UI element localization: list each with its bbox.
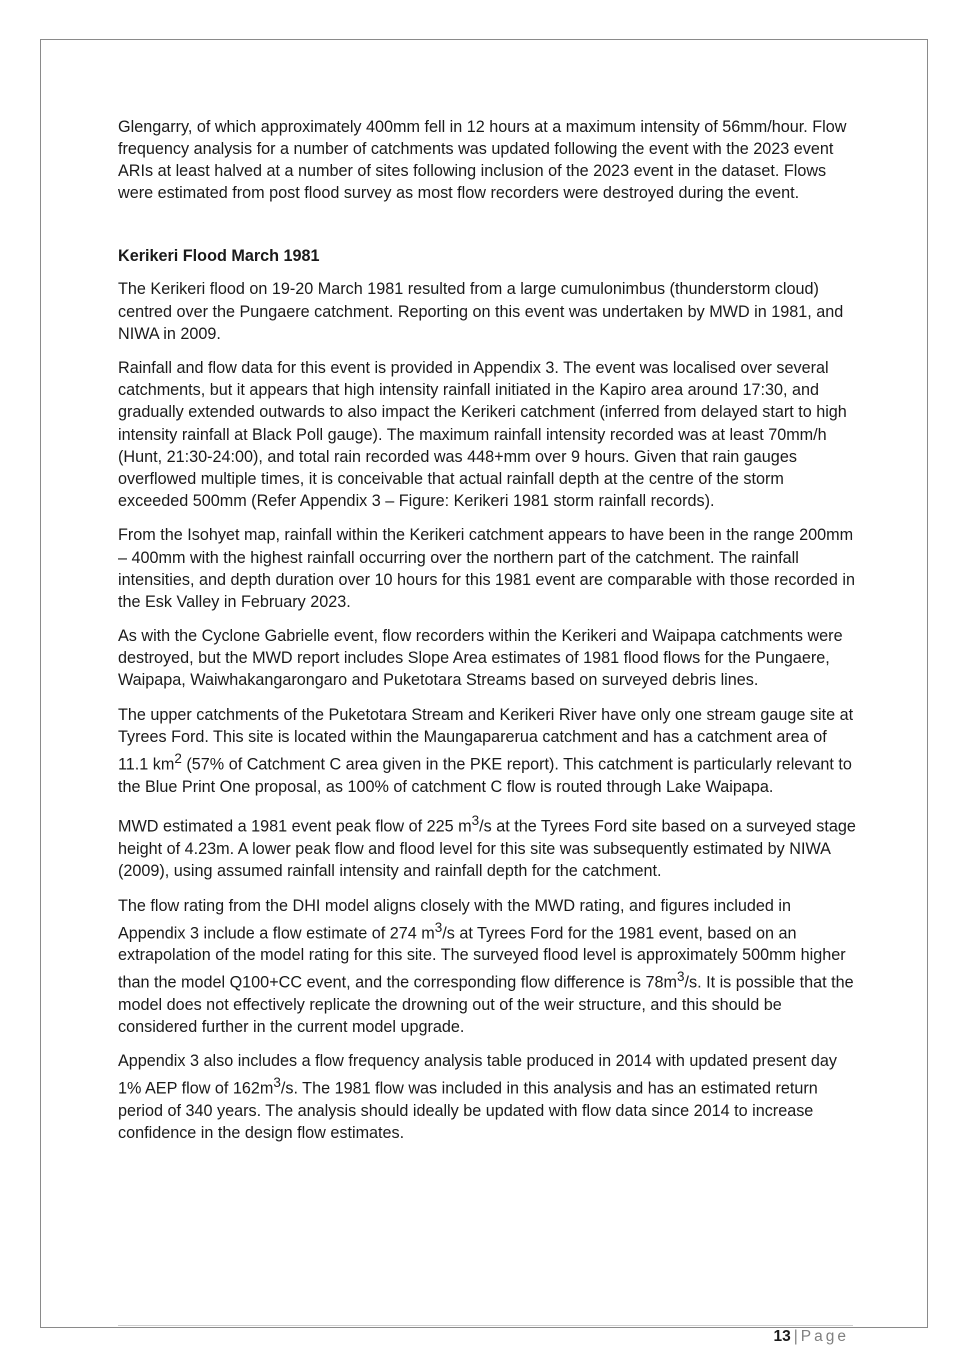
text-run: Appendix 3 also includes a flow frequency analysis table produced in 2014 with updated present day 1% AEP flow of 162m (118, 1052, 838, 1098)
paragraph-flow-recorders: As with the Cyclone Gabrielle event, flow recorders within the Kerikeri and Waipapa catchments were destroyed, but the MWD report includes Slope Area estimates of 1981 flood flows for the Pungaere, Waipapa, Waiwhakangarongaro and Puketotara Streams based on surveyed debris lines. (118, 627, 843, 690)
footer-rule (118, 1325, 853, 1326)
page-footer (774, 1327, 849, 1347)
text-run: /s. It is possible that the model does not effectively replicate the drowning out of the weir structure, and this should be considered further in the current model upgrade. (118, 973, 854, 1036)
text-run: (57% of Catchment C area given in the PKE report). This catchment is particularly relevant to the Blue Print One proposal, as 100% of catchment C flow is routed through Lake Waipapa. (118, 755, 852, 796)
footer-separator: | (793, 1328, 798, 1345)
superscript: 3 (471, 813, 480, 829)
superscript: 3 (273, 1075, 281, 1091)
text-run: The upper catchments of the Puketotara Stream and Kerikeri River have only one stream gauge site at Tyrees Ford. This site is located within the Maungaparerua catchment and has a catchment area of 11.1 km (118, 706, 854, 774)
superscript: 2 (174, 751, 182, 767)
text-run: /s at Tyrees Ford for the 1981 event, based on an extrapolation of the model rating for this site. The surveyed flood level is approximately 500mm higher than the model Q100+CC event, and the corresponding flow difference is 78m (118, 923, 846, 992)
text-run: /s at the Tyrees Ford site based on a surveyed stage height of 4.23m. A lower peak flow and flood level for this site was subsequently estimated by NIWA (2009), using assumed rainfall intensity and rainfall depth for the catchment. (118, 817, 856, 880)
page-label: Page (800, 1328, 849, 1345)
text-run: MWD estimated a 1981 event peak flow of 225 m (118, 817, 472, 836)
paragraph-glengarry: Glengarry, of which approximately 400mm fell in 12 hours at a maximum intensity of 56mm/hour. Flow frequency analysis for a number of catchments was updated following the event with the 2023 event ARIs at least halved at a number of sites following inclusion of the 2023 event in the dataset. Flows were estimated from post flood survey as most flow recorders were destroyed during the event. (118, 118, 847, 203)
text-run: The flow rating from the DHI model aligns closely with the MWD rating, and figures included in Appendix 3 include a flow estimate of 274 m (118, 896, 791, 942)
superscript: 3 (676, 969, 685, 985)
section-heading: Kerikeri Flood March 1981 (118, 247, 320, 266)
paragraph-frequency-analysis (118, 1050, 858, 1144)
paragraph-isohyet: From the Isohyet map, rainfall within the Kerikeri catchment appears to have been in the range 200mm – 400mm with the highest rainfall occurring over the northern part of the catchment. The rainfall intensities, and depth duration over 10 hours for this 1981 event are comparable with those recorded in the Esk Valley in February 2023. (118, 526, 855, 611)
document-body (118, 116, 858, 1157)
paragraph-tyrees-ford-gauge (118, 704, 858, 798)
paragraph-rainfall-data: Rainfall and flow data for this event is provided in Appendix 3. The event was localised over several catchments, but it appears that high intensity rainfall initiated in the Kapiro area around 17:30, and gradually extended outwards to also impact the Kerikeri catchment (inferred from delayed start to high intensity rainfall at Black Poll gauge). The maximum rainfall intensity recorded was at least 70mm/h (Hunt, 21:30-24:00), and total rain recorded was 448+mm over 9 hours. Given that rain gauges overflowed multiple times, it is conceivable that actual rainfall depth at the centre of the storm exceeded 500mm (Refer Appendix 3 – Figure: Kerikeri 1981 storm rainfall records). (118, 359, 847, 510)
page-number: 13 (773, 1328, 791, 1345)
paragraph-flood-overview: The Kerikeri flood on 19-20 March 1981 resulted from a large cumulonimbus (thunderstorm cloud) centred over the Pungaere catchment. Reporting on this event was undertaken by MWD in 1981, and NIWA in 2009. (118, 280, 844, 343)
text-run: /s. The 1981 flow was included in this analysis and has an estimated return period of 340 years. The analysis should ideally be updated with flow data since 2014 to increase confidence in the design flow estimates. (118, 1079, 818, 1143)
paragraph-mwd-estimate (118, 810, 858, 882)
superscript: 3 (434, 919, 443, 935)
paragraph-dhi-model (118, 895, 858, 1038)
